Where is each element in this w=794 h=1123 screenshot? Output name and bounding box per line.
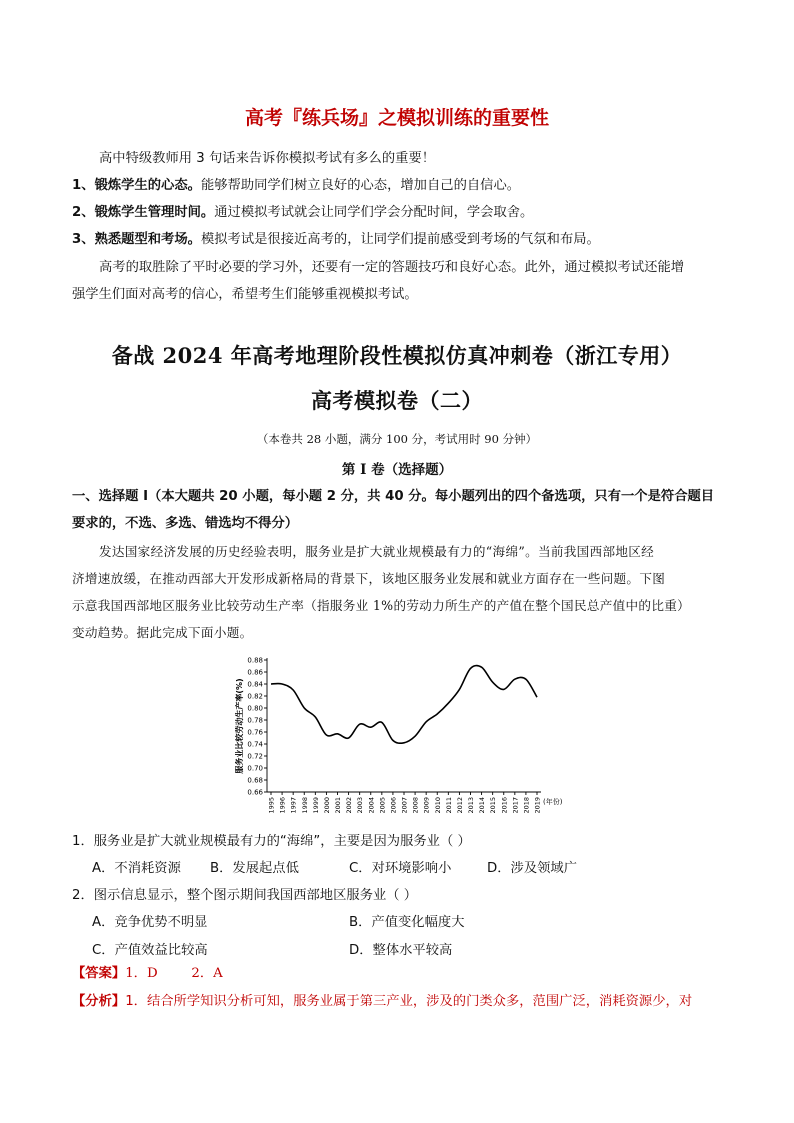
chart-x-tick-label: 2014 [478,797,487,814]
chart-x-tick-label: 1999 [311,797,320,814]
passage-line-1: 发达国家经济发展的历史经验表明，服务业是扩大就业规模最有力的“海绵”。当前我国西部地区经 [99,544,655,559]
chart-x-tick-label: 1995 [267,797,276,814]
chart-axes [267,658,541,792]
chart-y-tick-label: 0.88 [247,656,263,665]
passage-line-3: 示意我国西部地区服务业比较劳动生产率（指服务业 1%的劳动力所生产的产值在整个国民总产值中的比重） [72,598,690,613]
intro-closing-1: 高考的取胜除了平时必要的学习外，还要有一定的答题技巧和良好心态。此外，通过模拟考试还能增 [99,260,685,275]
question-1-option-b: B．发展起点低 [210,861,299,876]
chart-x-tick-label: 2016 [500,797,509,814]
productivity-line-chart [235,652,565,818]
promo-title: 高考『练兵场』之模拟训练的重要性 [244,107,549,129]
chart-x-tick-label: 2019 [533,797,542,814]
chart-x-tick-label: 2011 [444,797,453,814]
chart-y-tick-label: 0.82 [247,692,263,701]
chart-y-tick-label: 0.66 [247,788,263,797]
chart-series-line [271,666,537,744]
question-1-stem: 1．服务业是扩大就业规模最有力的“海绵”，主要是因为服务业（ ） [72,834,471,849]
chart-x-axis-label: (年份) [543,798,563,806]
chart-x-tick-label: 2012 [455,797,464,814]
chart-y-tick-label: 0.86 [247,668,263,677]
chart-x-tick-label: 2010 [433,797,442,814]
question-2-option-a: A．竞争优势不明显 [92,915,208,930]
chart-y-tick-label: 0.84 [247,680,263,689]
chart-y-axis-label: 服务业比较劳动生产率(%) [235,678,244,774]
intro-lead: 高中特级教师用 3 句话来告诉你模拟考试有多么的重要！ [99,151,436,166]
question-1-option-a: A．不消耗资源 [92,861,181,876]
chart-x-tick-label: 1996 [278,797,287,814]
chart-x-tick-label: 2003 [356,797,365,814]
passage-line-4: 变动趋势。据此完成下面小题。 [72,625,253,640]
intro-point-2: 2、锻炼学生管理时间。通过模拟考试就会让同学们学会分配时间，学会取舍。 [72,205,534,220]
question-2-option-c: C．产值效益比较高 [92,943,208,958]
chart-x-tick-label: 2008 [411,797,420,814]
chart-x-tick-label: 1997 [289,797,298,814]
chart-y-tick-label: 0.68 [247,776,263,785]
chart-x-ticks [268,792,542,814]
chart-y-tick-label: 0.80 [247,704,263,713]
question-2-option-b: B．产值变化幅度大 [349,915,465,930]
exam-note: （本卷共 28 小题，满分 100 分，考试用时 90 分钟） [256,432,538,446]
chart-x-tick-label: 1998 [300,797,309,814]
exam-subtitle: 高考模拟卷（二） [311,388,483,413]
answer-tag: 【答案】 [72,966,126,981]
chart-x-tick-label: 2002 [345,797,354,814]
chart-x-tick-label: 2007 [400,797,409,814]
section-title: 第 I 卷（选择题） [341,462,453,478]
chart-x-tick-label: 2000 [322,797,331,814]
analysis-text: 1．结合所学知识分析可知，服务业属于第三产业，涉及的门类众多，范围广泛，消耗资源少，对 [125,994,693,1009]
chart-x-tick-label: 2017 [511,797,520,814]
chart-x-tick-label: 2018 [522,797,531,814]
question-1-option-c: C．对环境影响小 [349,861,452,876]
answer-text: 1．D 2．A [125,966,223,981]
analysis-line [72,993,692,1011]
chart-x-tick-label: 2004 [367,797,376,814]
chart-y-tick-label: 0.78 [247,716,263,725]
chart-y-tick-label: 0.74 [247,740,263,749]
chart-x-tick-label: 2015 [489,797,498,814]
chart-x-tick-label: 2001 [334,797,342,814]
passage-line-2: 济增速放缓，在推动西部大开发形成新格局的背景下，该地区服务业发展和就业方面存在一些问题。下图 [72,571,666,586]
intro-point-1: 1、锻炼学生的心态。能够帮助同学们树立良好的心态，增加自己的自信心。 [72,178,521,193]
intro-point-3: 3、熟悉题型和考场。模拟考试是很接近高考的，让同学们提前感受到考场的气氛和布局。 [72,232,600,247]
question-2-stem: 2．图示信息显示，整个图示期间我国西部地区服务业（ ） [72,888,418,903]
chart-y-tick-label: 0.72 [247,752,263,761]
part-instructions-2: 要求的，不选、多选、错选均不得分） [72,516,299,531]
question-1-option-d: D．涉及领域广 [487,861,578,876]
exam-title: 备战 2024 年高考地理阶段性模拟仿真冲刺卷（浙江专用） [111,343,683,368]
answer-line [72,965,223,983]
chart-y-tick-label: 0.76 [247,728,263,737]
intro-closing-2: 强学生们面对高考的信心，希望考生们能够重视模拟考试。 [72,287,418,302]
chart-x-tick-label: 2013 [467,797,475,814]
part-instructions-1: 一、选择题 I（本大题共 20 小题，每小题 2 分，共 40 分。每小题列出的四个备选项，只有一个是符合题目 [72,489,715,504]
analysis-tag: 【分析】 [72,994,126,1009]
chart-x-tick-label: 2009 [422,797,431,814]
chart-y-tick-label: 0.70 [247,764,263,773]
question-2-option-d: D．整体水平较高 [349,943,453,958]
chart-x-tick-label: 2005 [378,797,387,814]
chart-x-tick-label: 2006 [389,797,398,814]
chart-y-ticks [247,657,267,797]
